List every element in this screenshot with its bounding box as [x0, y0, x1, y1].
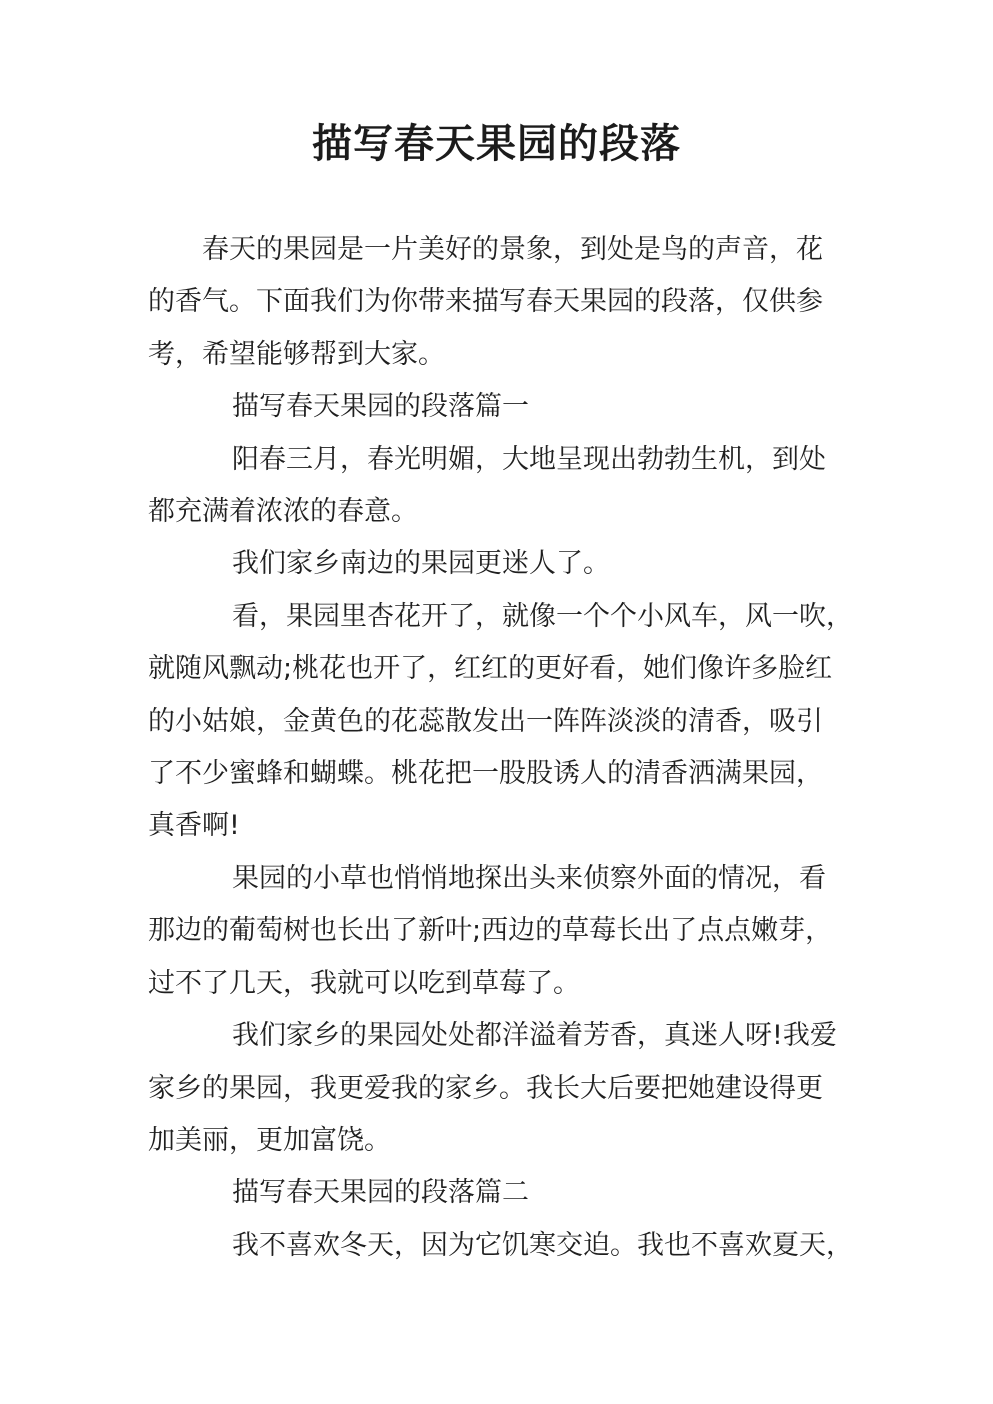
section-heading [148, 381, 853, 433]
text-line: 描写春天果园的段落篇二 [232, 1177, 529, 1209]
text-line: 家乡的果园，我更爱我的家乡。我长大后要把她建设得更 [148, 1072, 823, 1104]
paragraph [148, 538, 853, 590]
text-line: 都充满着浓浓的春意。 [148, 496, 418, 528]
section-heading [148, 1167, 853, 1219]
text-line: 描写春天果园的段落篇一 [232, 391, 529, 423]
text-line: 过不了几天，我就可以吃到草莓了。 [148, 967, 580, 999]
document-body [148, 224, 853, 1272]
text-line: 我们家乡的果园处处都洋溢着芳香，真迷人呀!我爱 [232, 1020, 837, 1052]
paragraph [148, 434, 853, 539]
paragraph [148, 1220, 853, 1272]
text-line: 看，果园里杏花开了，就像一个个小风车，风一吹， [232, 600, 853, 632]
paragraph [148, 1010, 853, 1167]
text-line: 果园的小草也悄悄地探出头来侦察外面的情况，看 [232, 862, 826, 894]
text-line: 我们家乡南边的果园更迷人了。 [232, 548, 610, 580]
paragraph [148, 853, 853, 1010]
text-line: 加美丽，更加富饶。 [148, 1124, 391, 1156]
text-line: 阳春三月，春光明媚，大地呈现出勃勃生机，到处 [232, 443, 826, 475]
text-line: 春天的果园是一片美好的景象，到处是鸟的声音，花 [202, 234, 823, 265]
text-line: 那边的葡萄树也长出了新叶;西边的草莓长出了点点嫩芽， [148, 915, 833, 947]
text-line: 考，希望能够帮到大家。 [148, 338, 445, 370]
text-line: 了不少蜜蜂和蝴蝶。桃花把一股股诱人的清香洒满果园， [148, 758, 823, 790]
text-line: 就随风飘动;桃花也开了，红红的更好看，她们像许多脸红 [148, 653, 833, 685]
text-line: 的小姑娘，金黄色的花蕊散发出一阵阵淡淡的清香，吸引 [148, 705, 823, 737]
text-line: 我不喜欢冬天，因为它饥寒交迫。我也不喜欢夏天， [232, 1229, 853, 1261]
text-line: 真香啊! [148, 810, 240, 842]
paragraph [148, 224, 853, 381]
document-title: 描写春天果园的段落 [312, 120, 681, 167]
paragraph [148, 591, 853, 853]
text-line: 的香气。下面我们为你带来描写春天果园的段落，仅供参 [148, 286, 823, 318]
